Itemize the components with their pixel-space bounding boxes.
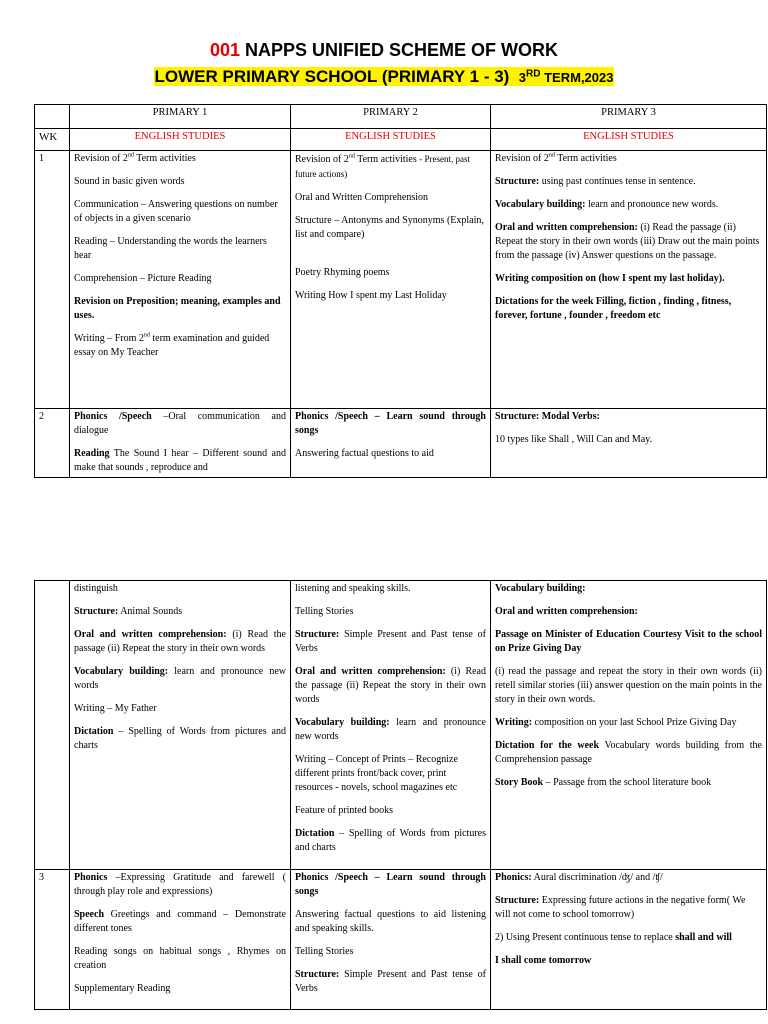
list-item: I shall come tomorrow <box>495 955 592 966</box>
list-item: Dictations for the week Filling, fiction , finding , fitness, forever, fortune , founder , freedom etc <box>495 296 732 321</box>
title-number: 001 <box>209 40 240 60</box>
list-item: Phonics –Expressing Gratitude and farewell ( through play role and expressions) <box>74 872 286 897</box>
list-item: Writing composition on (how I spent my last holiday). <box>495 273 725 284</box>
subtitle-school: LOWER PRIMARY SCHOOL (PRIMARY 1 - 3) <box>154 67 510 86</box>
week-number-empty <box>35 581 70 870</box>
week-3-primary-3 <box>491 870 767 1010</box>
list-item: Oral and written comprehension: <box>495 606 638 617</box>
list-item: Feature of printed books <box>295 805 394 816</box>
list-item: Telling Stories <box>295 946 354 957</box>
subject-primary-2: ENGLISH STUDIES <box>291 129 491 151</box>
header-blank-cell <box>35 105 70 129</box>
list-item: Revision of 2nd Term activities <box>495 152 617 164</box>
list-item: Revision on Preposition; meaning, examples and uses. <box>74 296 281 321</box>
list-item: Answering factual questions to aid listening and speaking skills. <box>295 909 486 934</box>
list-item: Poetry Rhyming poems <box>295 267 390 278</box>
list-item: Oral and written comprehension: (i) Read the passage (ii) Repeat the story in their own words (iii) Draw out the main points from the passage (iv) Answer questions on the passage. <box>495 222 760 261</box>
list-item: Writing How I spent my Last Holiday <box>295 290 447 301</box>
header-primary-1: PRIMARY 1 <box>70 105 291 129</box>
list-item: Writing – Concept of Prints – Recognize different prints front/back cover, print resources - novels, school magazines etc <box>295 754 458 793</box>
list-item: Communication – Answering questions on number of objects in a given scenario <box>74 199 278 224</box>
term-number: 3 <box>518 70 527 85</box>
list-item: Reading – Understanding the words the learners hear <box>74 236 267 261</box>
header-primary-3: PRIMARY 3 <box>491 105 767 129</box>
list-item: Vocabulary building: <box>495 583 586 594</box>
week-number: 1 <box>35 151 70 409</box>
list-item: Vocabulary building: learn and pronounce new words. <box>495 199 719 210</box>
list-item: Dictation for the week Vocabulary words building from the Comprehension passage <box>495 740 762 765</box>
list-item: Telling Stories <box>295 606 354 617</box>
list-item: Reading The Sound I hear – Different sound and make that sounds , reproduce and <box>74 448 286 473</box>
document-title <box>0 40 768 61</box>
subject-row <box>35 129 767 151</box>
list-item: Comprehension – Picture Reading <box>74 273 212 284</box>
list-item: Structure: Simple Present and Past tense of Verbs <box>295 969 486 994</box>
week-2-primary-1 <box>70 409 291 478</box>
list-item: 10 types like Shall , Will Can and May. <box>495 434 653 445</box>
subtitle-term <box>519 70 614 85</box>
subtitle-highlight <box>154 67 615 86</box>
subject-primary-3: ENGLISH STUDIES <box>491 129 767 151</box>
title-text: NAPPS UNIFIED SCHEME OF WORK <box>245 40 559 60</box>
week-1-primary-2 <box>291 151 491 409</box>
list-item: Structure: Simple Present and Past tense of Verbs <box>295 629 486 654</box>
week-number: 3 <box>35 870 70 1010</box>
list-item: Phonics /Speech – Learn sound through songs <box>295 411 486 436</box>
list-item: Phonics /Speech –Oral communication and dialogue <box>74 411 286 436</box>
list-item: Writing – From 2nd term examination and guided essay on My Teacher <box>74 332 270 358</box>
list-item: Structure: Expressing future actions in the negative form( We will not come to school tomorrow) <box>495 895 746 920</box>
list-item: listening and speaking skills. <box>295 583 411 594</box>
list-item: Dictation – Spelling of Words from pictures and charts <box>74 726 286 751</box>
list-item: Vocabulary building: learn and pronounce new words <box>295 717 486 742</box>
list-item: Dictation – Spelling of Words from pictures and charts <box>295 828 486 853</box>
list-item: Structure: using past continues tense in sentence. <box>495 176 696 187</box>
list-item: Writing: composition on your last School Prize Giving Day <box>495 717 737 728</box>
list-item: Answering factual questions to aid <box>295 448 434 459</box>
list-item: Oral and written comprehension: (i) Read the passage (ii) Repeat the story in their own words <box>74 629 286 654</box>
week-2-continued-row <box>35 581 767 870</box>
week-2-cont-primary-2 <box>291 581 491 870</box>
subject-primary-1: ENGLISH STUDIES <box>70 129 291 151</box>
list-item: distinguish <box>74 583 118 594</box>
list-item: Structure: Animal Sounds <box>74 606 183 617</box>
list-item: Oral and written comprehension: (i) Read the passage (ii) Repeat the story in their own words <box>295 666 486 705</box>
scheme-table-page-1 <box>34 104 767 478</box>
week-2-primary-2 <box>291 409 491 478</box>
list-item: Speech Greetings and command – Demonstrate different tones <box>74 909 286 934</box>
week-1-primary-1 <box>70 151 291 409</box>
header-row <box>35 105 767 129</box>
list-item: Oral and Written Comprehension <box>295 192 428 203</box>
week-2-primary-3 <box>491 409 767 478</box>
week-2-row <box>35 409 767 478</box>
list-item: Phonics: Aural discrimination /ʤ/ and /ʧ/ <box>495 872 663 883</box>
week-2-cont-primary-1 <box>70 581 291 870</box>
week-3-primary-1 <box>70 870 291 1010</box>
week-3-row <box>35 870 767 1010</box>
term-text: TERM,2023 <box>544 70 614 85</box>
week-1-row <box>35 151 767 409</box>
list-item: Revision of 2nd Term activities - Present, past future actions) <box>295 153 471 179</box>
list-item: Vocabulary building: learn and pronounce new words <box>74 666 286 691</box>
list-item: Phonics /Speech – Learn sound through songs <box>295 872 486 897</box>
list-item: (i) read the passage and repeat the story in their own words (ii) retell similar stories (iii) answer question on the main points in the story in their own words. <box>495 666 762 705</box>
week-3-primary-2 <box>291 870 491 1010</box>
list-item: 2) Using Present continuous tense to replace shall and will <box>495 932 732 943</box>
term-sup: RD <box>526 68 541 80</box>
list-item: Structure: Modal Verbs: <box>495 411 600 422</box>
document-subtitle <box>0 67 768 87</box>
week-2-cont-primary-3 <box>491 581 767 870</box>
week-1-primary-3 <box>491 151 767 409</box>
list-item: Writing – My Father <box>74 703 157 714</box>
header-primary-2: PRIMARY 2 <box>291 105 491 129</box>
header-wk: WK <box>35 129 70 151</box>
scheme-table-page-2 <box>34 580 767 1010</box>
list-item: Structure – Antonyms and Synonyms (Explain, list and compare) <box>295 215 484 240</box>
list-item: Reading songs on habitual songs , Rhymes on creation <box>74 946 286 971</box>
list-item: Revision of 2nd Term activities <box>74 152 196 164</box>
list-item: Passage on Minister of Education Courtesy Visit to the school on Prize Giving Day <box>495 629 762 654</box>
list-item: Sound in basic given words <box>74 176 185 187</box>
week-number: 2 <box>35 409 70 478</box>
list-item: Supplementary Reading <box>74 983 171 994</box>
list-item: Story Book – Passage from the school literature book <box>495 777 712 788</box>
